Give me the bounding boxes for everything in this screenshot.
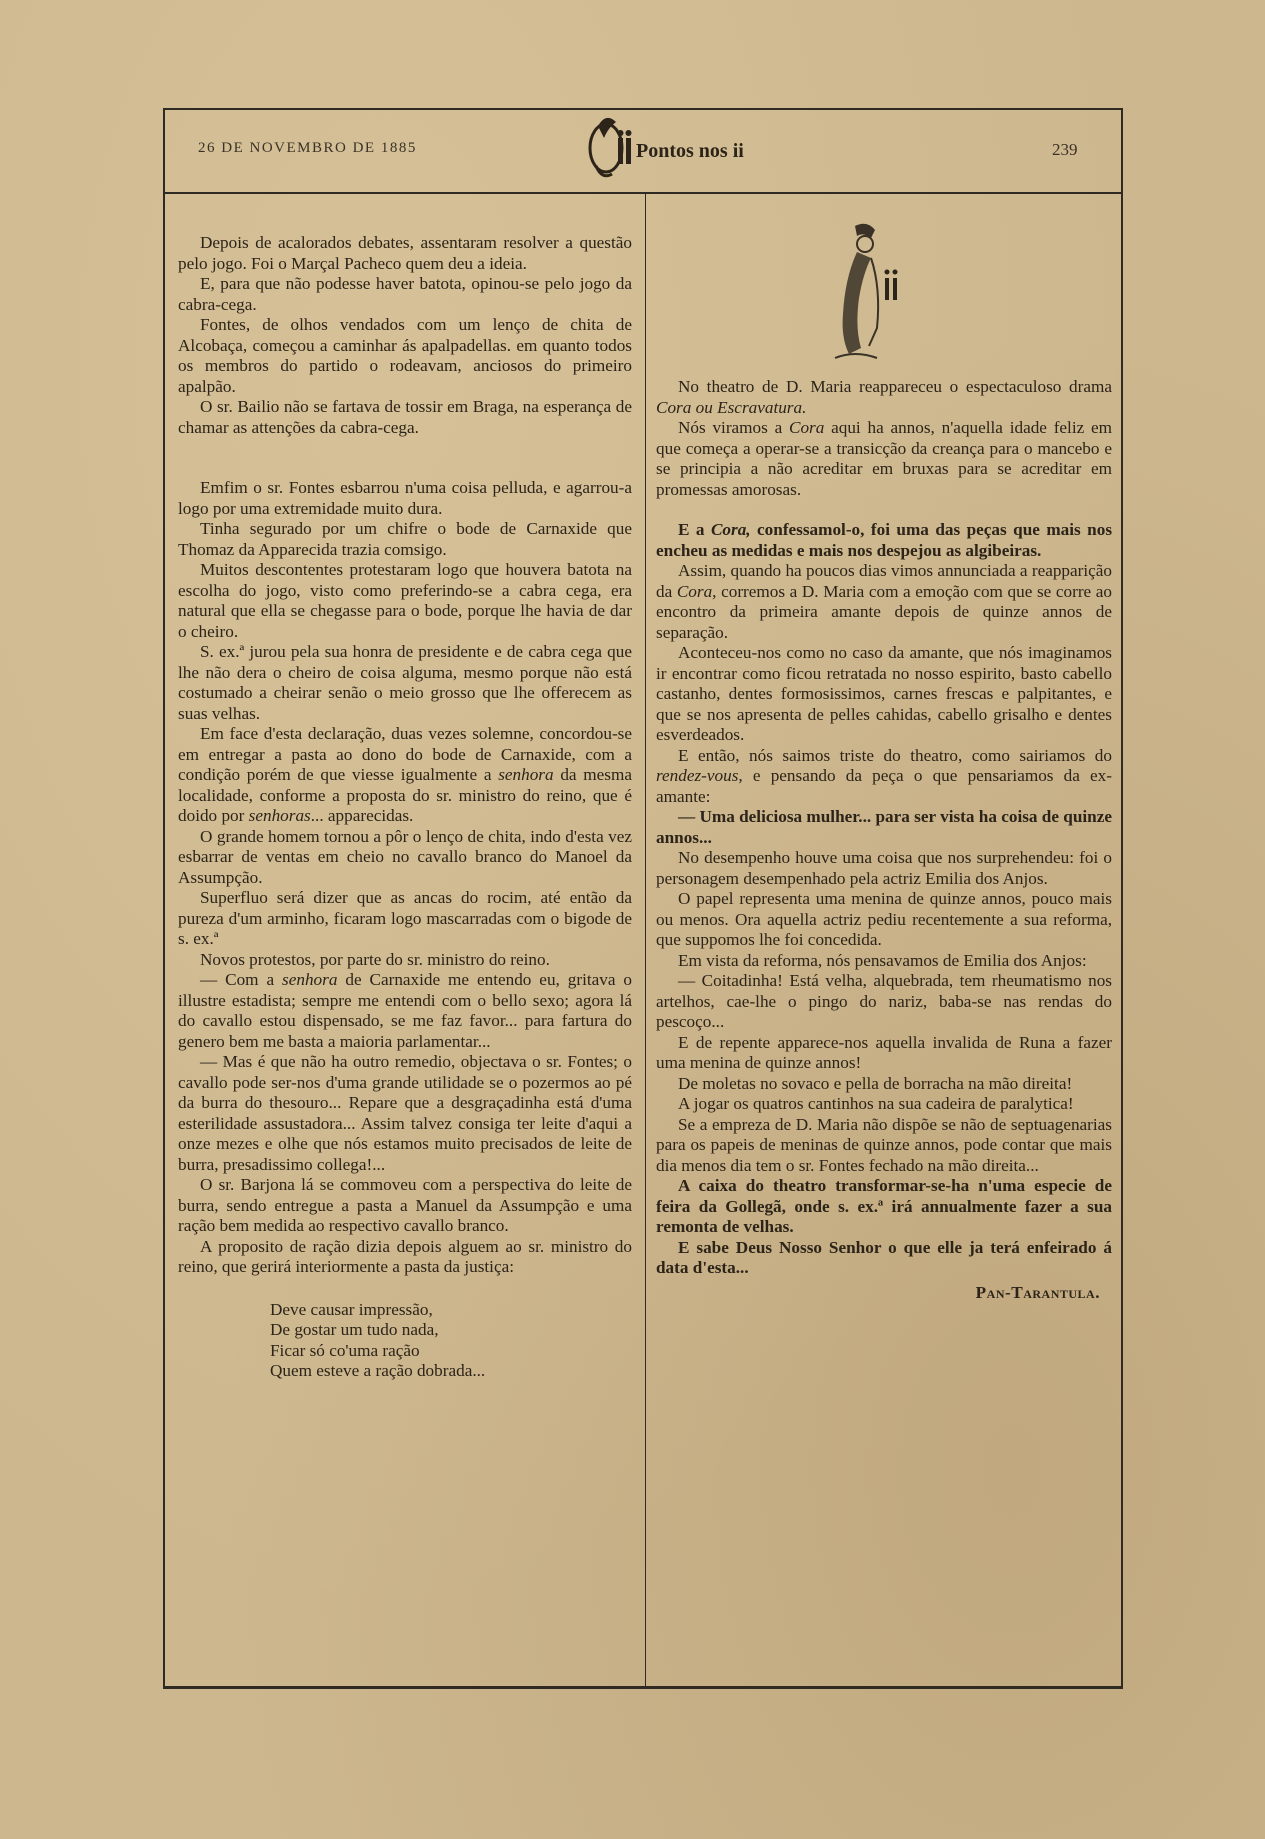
- italic-run: senhoras: [248, 806, 311, 825]
- masthead-logo: [578, 108, 744, 186]
- paragraph: Superfluo será dizer que as ancas do rocim, até então da pureza d'um arminho, ficaram logo mascarradas com o bigode de s. ex.ª: [178, 888, 632, 948]
- text-run: aqui ha annos, n'aquella idade feliz em que começa a operar-se a transicção da creança para o mancebo e se principia a não acreditar em bruxas para se acreditar em promessas amorosas.: [656, 418, 1112, 499]
- italic-run: senhora: [498, 765, 554, 784]
- paragraph: O papel representa uma menina de quinze annos, pouco mais ou menos. Ora aquella actriz pediu recentemente a sua reforma, que suppomos lhe foi concedida.: [656, 889, 1112, 949]
- svg-text:Pontos nos ii: Pontos nos ii: [636, 140, 744, 162]
- italic-run: Cora ou Escravatura.: [656, 397, 807, 417]
- text-run: No theatro de D. Maria reappareceu o espectaculoso drama: [678, 377, 1112, 396]
- paragraph: E de repente apparece-nos aquella invalida de Runa a fazer uma menina de quinze annos!: [656, 1032, 1112, 1072]
- italic-run: Cora,: [676, 581, 717, 601]
- italic-run: Cora: [789, 418, 825, 437]
- paragraph: A proposito de ração dizia depois alguem ao sr. ministro do reino, que gerirá interiormente a pasta da justiça:: [178, 1236, 632, 1276]
- paragraph: [656, 520, 1112, 561]
- paragraph: [656, 418, 1112, 500]
- paragraph: No desempenho houve uma coisa que nos surprehendeu: foi o personagem desempenhado pela actriz Emilia dos Anjos.: [656, 848, 1112, 888]
- paragraph: Aconteceu-nos como no caso da amante, que nós imaginamos ir encontrar como ficou retratada no nosso espirito, basto cabello castanho, dentes formosissimos, carnes frescas e palpitantes, e que se nos apresenta de pelles cahidas, cabello grisalho e dentes esverdeados.: [656, 643, 1112, 744]
- text-run: e pensando da peça o que pensariamos da ex-amante:: [656, 766, 1112, 806]
- header-rule: [163, 192, 1121, 194]
- bottom-rule: [163, 1686, 1121, 1688]
- paragraph: E sabe Deus Nosso Senhor o que elle ja terá enfeirado á data d'esta...: [656, 1237, 1112, 1277]
- paragraph: [656, 561, 1112, 643]
- paragraph: Fontes, de olhos vendados com um lenço de chita de Alcobaça, começou a caminhar ás apalpadellas. em quanto todos os membros do partido o rodeavam, anciosos do primeiro apalpão.: [178, 315, 632, 396]
- paragraph: O sr. Bailio não se fartava de tossir em Braga, na esperança de chamar as attenções da cabra-cega.: [178, 397, 632, 437]
- paragraph: De moletas no sovaco e pella de borracha na mão direita!: [678, 1073, 1073, 1093]
- paragraph: [178, 724, 632, 827]
- italic-run: rendez-vous,: [656, 766, 743, 785]
- author-signature: Pan-Tarantula.: [975, 1282, 1100, 1302]
- verse-line: De gostar um tudo nada,: [270, 1320, 439, 1339]
- paragraph: Depois de acalorados debates, assentaram resolver a questão pelo jogo. Foi o Marçal Pacheco quem deu a ideia.: [178, 233, 632, 273]
- text-run: E a: [678, 520, 711, 539]
- paragraph: Se a empreza de D. Maria não dispõe se não de septuagenarias para os papeis de meninas de quinze annos, pode contar que mais dia menos dia tem o sr. Fontes fechado na mão direita...: [656, 1114, 1112, 1175]
- italic-run: Cora,: [710, 520, 751, 539]
- paragraph: A jogar os quatros cantinhos na sua cadeira de paralytica!: [678, 1094, 1074, 1113]
- left-column: [178, 233, 632, 1382]
- paragraph: — Coitadinha! Está velha, alquebrada, tem rheumatismo nos artelhos, cae-lhe o pingo do nariz, baba-se nas rendas do pescoço...: [656, 971, 1112, 1031]
- verse-line: Ficar só co'uma ração: [270, 1340, 420, 1360]
- text-run: Em face d'esta declaração, duas vezes solemne, concordou-se em entregar a pasta ao dono do bode de Carnaxide, com a condição porém de que viesse igualmente a: [178, 724, 632, 784]
- paragraph: [178, 970, 632, 1052]
- paragraph: Muitos descontentes protestaram logo que houvera batota na escolha do jogo, visto como preferindo-se a cabra cega, era natural que ella se chegasse para o bode, porque lhe havia de dar o cheiro.: [178, 560, 632, 641]
- page-number: 239: [1052, 140, 1078, 159]
- text-run: — Com a: [200, 970, 283, 989]
- text-run: E então, nós saimos triste do theatro, como sairiamos do: [678, 745, 1112, 765]
- paragraph: Tinha segurado por um chifre o bode de Carnaxide que Thomaz da Apparecida trazia comsigo.: [178, 519, 632, 559]
- paragraph: — Uma deliciosa mulher... para ser vista ha coisa de quinze annos...: [656, 807, 1112, 847]
- italic-run: senhora: [282, 970, 338, 989]
- verse-line: Deve causar impressão,: [270, 1299, 433, 1319]
- paragraph: Em vista da reforma, nós pensavamos de Emilia dos Anjos:: [678, 950, 1087, 970]
- right-column: [656, 377, 1112, 1303]
- verse-line: Quem esteve a ração dobrada...: [270, 1361, 486, 1380]
- text-run: ... apparecidas.: [310, 806, 414, 825]
- paragraph: — Mas é que não ha outro remedio, objectava o sr. Fontes; o cavallo pode ser-nos d'uma grande utilidade se o pozermos ao pé da burra do thesouro... Repare que a desgraçadinha está d'uma esterilidade assustadora... Assim talvez consiga ter leite d'aqui a onze mezes e olhe que nós estamos muito precisados de leite de burra, presadissimo collega!...: [178, 1052, 632, 1174]
- paragraph: Novos protestos, por parte do sr. ministro do reino.: [200, 949, 550, 969]
- paragraph: A caixa do theatro transformar-se-ha n'uma especie de feira da Gollegã, onde s. ex.ª irá annualmente fazer a sua remonta de velhas.: [656, 1176, 1112, 1236]
- text-run: confessamol-o, foi uma das peças que mais nos encheu as medidas e mais nos despejou as algibeiras.: [656, 520, 1113, 560]
- paragraph: E, para que não podesse haver batota, opinou-se pelo jogo da cabra-cega.: [178, 274, 632, 314]
- text-run: Nós viramos a: [678, 418, 789, 437]
- paragraph: O grande homem tornou a pôr o lenço de chita, indo d'esta vez esbarrar de ventas em cheio no cavallo branco do Manoel da Assumpção.: [178, 826, 632, 887]
- paragraph: Emfim o sr. Fontes esbarrou n'uma coisa pelluda, e agarrou-a logo por uma extremidade muito dura.: [178, 478, 632, 518]
- text-run: corremos a D. Maria com a emoção com que se corre ao encontro da primeira amante depois de quinze annos de separação.: [656, 581, 1113, 642]
- paragraph: [656, 377, 1112, 418]
- text-run: Assim, quando ha poucos dias vimos annunciada a reapparição da: [656, 561, 1112, 601]
- verse-block: [270, 1300, 632, 1382]
- issue-date: 26 DE NOVEMBRO DE 1885: [198, 140, 417, 156]
- paragraph: S. ex.ª jurou pela sua honra de presidente e de cabra cega que lhe não dera o cheiro de coisa alguma, mesmo porque não está costumado a cheirar senão o meio grosso que lhe offerecem as suas velhas.: [178, 642, 632, 723]
- text-run: de Carnaxide me entendo eu, gritava o illustre estadista; sempre me entendi com o bello sexo; agora lá do cavallo estou dispensado, se me faz favor... para fartura do genero bem me basta a maioria parlamentar...: [178, 970, 632, 1051]
- illustration-vignette: [815, 218, 915, 366]
- paragraph: [656, 746, 1112, 808]
- column-divider: [645, 194, 646, 1686]
- text-run: da mesma localidade, conforme a proposta do sr. ministro do reino, que é doido por: [178, 765, 632, 825]
- paragraph: O sr. Barjona lá se commoveu com a perspectiva do leite de burra, sendo entregue a pasta a Manuel da Assumpção e uma ração bem medida ao respectivo cavallo branco.: [178, 1175, 632, 1235]
